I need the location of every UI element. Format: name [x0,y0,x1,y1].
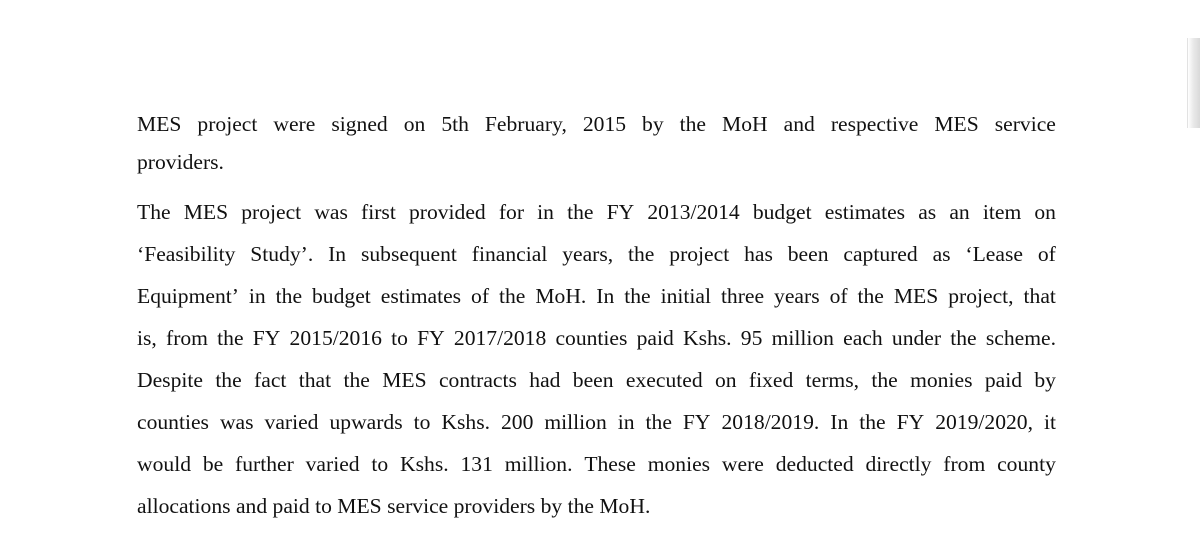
word: budget [312,284,371,308]
word: financial [471,242,548,266]
word: further [235,452,294,476]
word: the [343,368,370,392]
word: was [314,200,348,224]
word: In [596,284,615,308]
word: scheme. [985,326,1056,350]
word: counties [137,410,209,434]
paragraph-1-line-1 [137,112,1056,137]
word: the [679,112,707,136]
word: was [219,410,254,434]
paragraph-2-line-1 [137,200,1056,225]
word: project, [948,284,1014,308]
word: and [783,112,815,136]
word: signed [331,112,388,136]
word: to [413,410,431,434]
paragraph-2-line-5 [137,368,1056,393]
word: FY [252,326,281,350]
word: in [537,200,554,224]
word: million [771,326,834,350]
word: Kshs. [441,410,491,434]
word: estimates [824,200,906,224]
word: of [829,284,848,308]
word: on [1034,200,1056,224]
word: ‘Lease [965,242,1023,266]
word: budget [752,200,812,224]
word: would [137,452,191,476]
word: provided [408,200,486,224]
word: MES [382,368,427,392]
word: The [137,200,171,224]
word: from [943,452,986,476]
word: years, [562,242,614,266]
word: be [202,452,224,476]
word: Despite [137,368,203,392]
word: directly [865,452,932,476]
word: MES [934,112,979,136]
word: the [871,368,898,392]
word: 200 [501,410,534,434]
word: on [403,112,426,136]
word: million. [504,452,573,476]
word: project [241,200,302,224]
word: executed [625,368,703,392]
word: 131 [460,452,493,476]
word: from [166,326,208,350]
word: the [857,284,884,308]
word: were [721,452,764,476]
word: upwards [329,410,403,434]
word: FY [606,200,635,224]
word: that [1023,284,1056,308]
word: for [498,200,525,224]
word: MoH [722,112,768,136]
word: Equipment’ [137,284,239,308]
paragraph-1-line-2: providers. [137,150,224,174]
word: captured [843,242,918,266]
word: contracts [438,368,517,392]
word: first [361,200,396,224]
word: monies [647,452,711,476]
word: the [499,284,526,308]
word: paid [984,368,1023,392]
word: 95 [740,326,763,350]
word: to [391,326,408,350]
paragraph-2-line-7 [137,452,1056,477]
word: 2017/2018 [453,326,547,350]
word: the [624,284,651,308]
word: the [215,368,242,392]
word: MoH. [535,284,587,308]
word: the [628,242,655,266]
word: FY [682,410,711,434]
word: each [843,326,883,350]
word: estimates [380,284,462,308]
word: item [982,200,1022,224]
paragraph-2-line-8: allocations and paid to MES service providers by the MoH. [137,494,651,518]
word: Study’. [250,242,314,266]
word: 2015 [582,112,627,136]
word: project [197,112,258,136]
word: the [217,326,244,350]
paragraph-2-line-6 [137,410,1056,435]
word: subsequent [360,242,457,266]
word: 5th [441,112,469,136]
paragraph-2-line-4 [137,326,1056,351]
word: the [859,410,886,434]
word: million [544,410,607,434]
word: county [997,452,1056,476]
word: fixed [748,368,794,392]
word: been [572,368,614,392]
word: terms, [805,368,860,392]
word: the [567,200,594,224]
word: MES [183,200,229,224]
word: as [918,200,937,224]
word: it [1043,410,1056,434]
word: fact [254,368,287,392]
word: by [1034,368,1056,392]
word: varied [305,452,360,476]
word: In [830,410,849,434]
word: 2015/2016 [289,326,382,350]
word: were [273,112,316,136]
word: FY [417,326,445,350]
page-edge-shadow [1187,38,1200,128]
word: in [248,284,266,308]
word: the [950,326,977,350]
word: initial [660,284,711,308]
word: as [932,242,951,266]
word: three [720,284,765,308]
word: in [617,410,635,434]
word: years [774,284,820,308]
word: deducted [775,452,854,476]
word: varied [264,410,319,434]
word: FY [896,410,925,434]
word: had [529,368,561,392]
word: has [744,242,773,266]
word: MES [137,112,182,136]
word: These [584,452,636,476]
word: by [642,112,664,136]
word: Kshs. [400,452,449,476]
paragraph-2-line-2 [137,242,1056,267]
word: on [714,368,737,392]
word: monies [910,368,973,392]
word: been [787,242,829,266]
word: 2019/2020, [935,410,1033,434]
word: that [298,368,332,392]
word: Kshs. [682,326,732,350]
word: ‘Feasibility [137,242,236,266]
word: 2013/2014 [647,200,740,224]
word: the [645,410,672,434]
word: project [669,242,730,266]
word: service [994,112,1056,136]
word: an [949,200,970,224]
word: In [328,242,347,266]
word: 2018/2019. [721,410,820,434]
word: respective [830,112,919,136]
word: February, [484,112,567,136]
word: MES [893,284,939,308]
word: of [1037,242,1056,266]
word: the [275,284,303,308]
word: is, [137,326,157,350]
word: paid [636,326,674,350]
word: to [371,452,389,476]
paragraph-2-line-3 [137,284,1056,309]
word: of [471,284,490,308]
word: under [891,326,942,350]
word: counties [555,326,628,350]
